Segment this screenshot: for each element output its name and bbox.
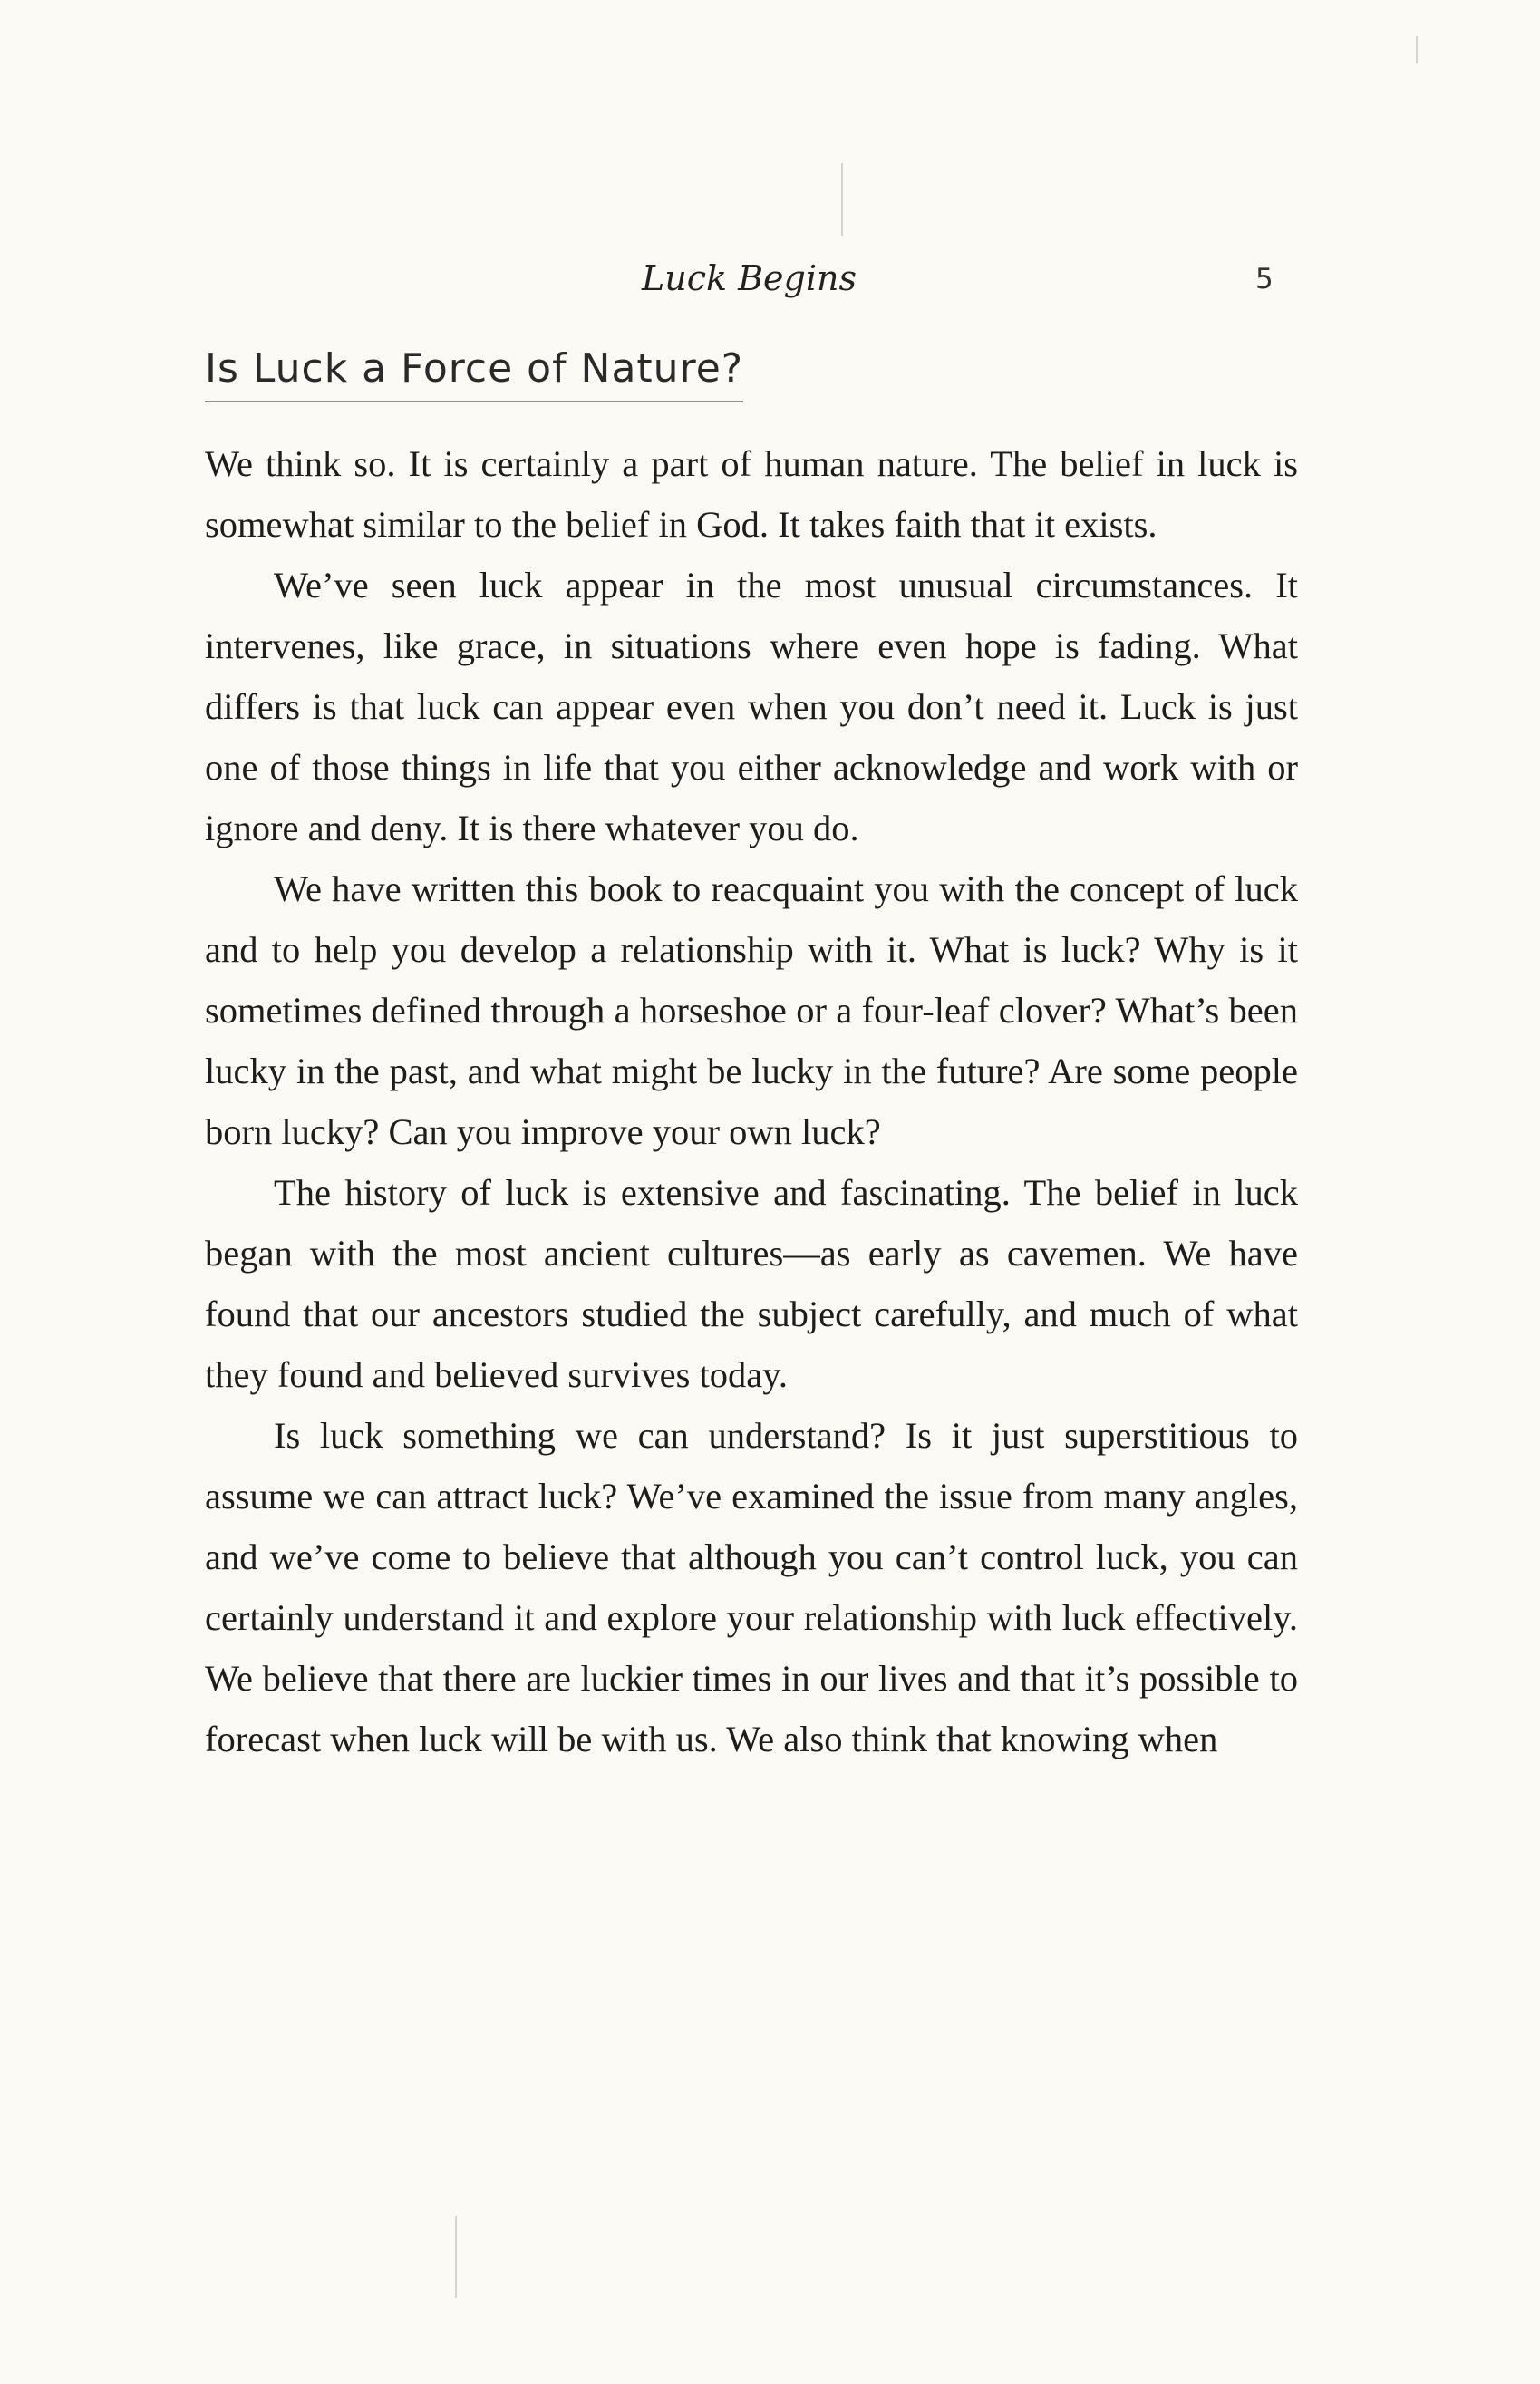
running-title: Luck Begins (642, 258, 857, 298)
scan-artifact (841, 163, 843, 236)
scan-artifact (455, 2216, 457, 2298)
scan-artifact (1416, 36, 1418, 63)
paragraph: Is luck something we can understand? Is it just superstitious to assume we can attract luck? We’ve examined the issue from many angles, and we’ve come to believe that although you can’t control luck, you can certainly understand it and explore your relationship with luck effectively. We believe that there are luckier times in our lives and that it’s possible to forecast when luck will be with us. We also think that knowing when (205, 1415, 1298, 1759)
paragraph: We think so. It is certainly a part of human nature. The belief in luck is somewhat similar to the belief in God. It takes faith that it exists. (205, 443, 1298, 545)
paragraph: We’ve seen luck appear in the most unusual circumstances. It intervenes, like grace, in situations where even hope is fading. What differs is that luck can appear even when you don’t need it. Luck is just one of those things in life that you either acknowledge and work with or ignore and deny. It is there whatever you do. (205, 565, 1298, 848)
paragraph: We have written this book to reacquaint you with the concept of luck and to help you develop a relationship with it. What is luck? Why is it sometimes defined through a horseshoe or a four-leaf clover? What’s been lucky in the past, and what might be lucky in the future? Are some people born lucky? Can you improve your own luck? (205, 868, 1298, 1152)
body-text (205, 433, 1298, 1769)
paragraph: The history of luck is extensive and fascinating. The belief in luck began with the most ancient cultures—as early as cavemen. We have found that our ancestors studied the subject carefully, and much of what they found and believed survives today. (205, 1172, 1298, 1395)
section-heading: Is Luck a Force of Nature? (205, 341, 743, 402)
running-header (0, 256, 1540, 301)
page-number: 5 (1255, 263, 1274, 296)
